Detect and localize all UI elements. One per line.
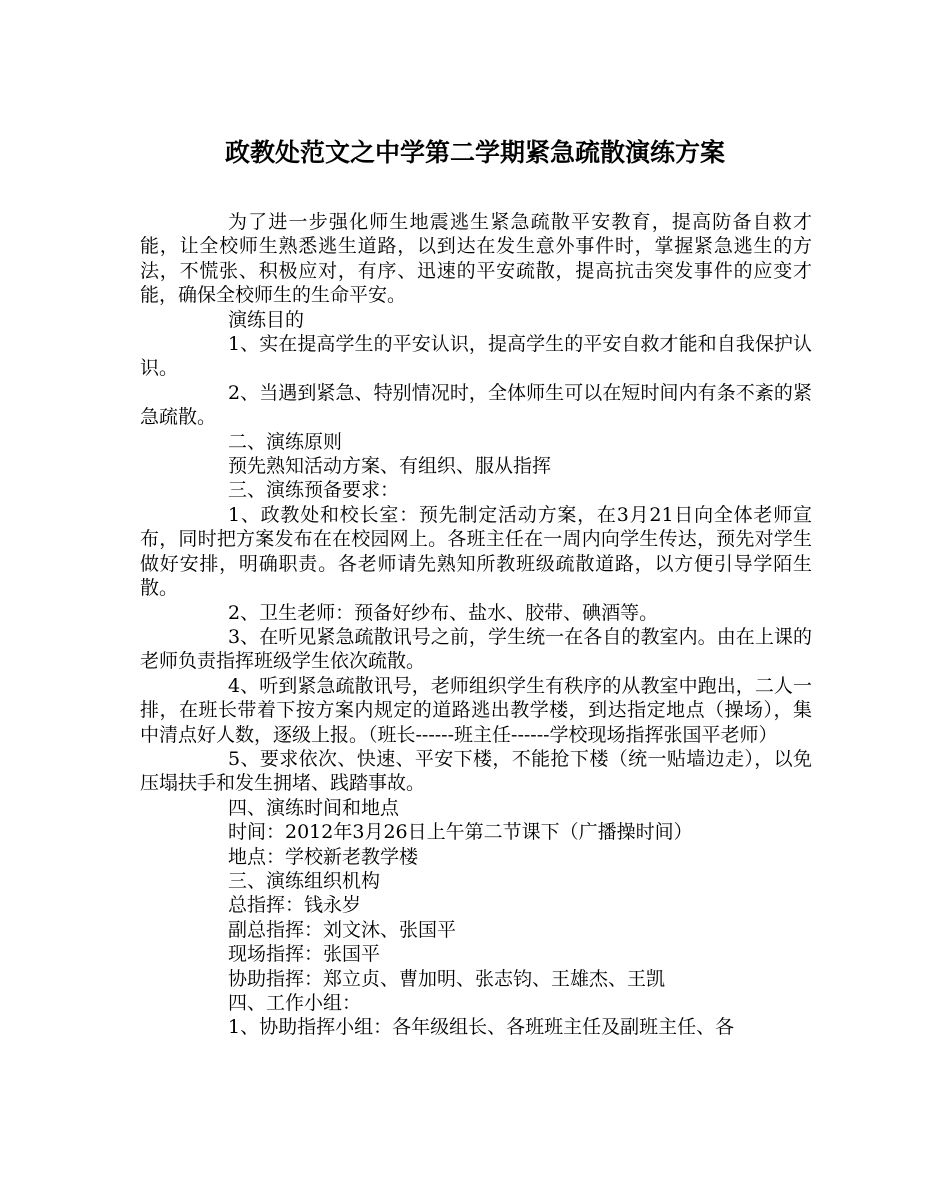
document-title: 政教处范文之中学第二学期紧急疏散演练方案: [224, 138, 725, 167]
paragraph-preparation-4: 4、听到紧急疏散讯号，老师组织学生有秩序的从教室中跑出，二人一排，在班长带着下按方案内规定的道路逃出教学楼，到达指定地点（操场），集中清点好人数，逐级上报。（班长------班主任------学校现场指挥张国平老师）: [140, 674, 812, 746]
heading-time-place: 四、演练时间和地点: [228, 796, 400, 819]
heading-work-groups: 四、工作小组：: [228, 992, 362, 1014]
paragraph-place: 地点：学校新老教学楼: [228, 845, 419, 868]
paragraph-preparation-5: 5、要求依次、快速、平安下楼，不能抢下楼（统一贴墙边走），以免压塌扶手和发生拥堵、践踏事故。: [140, 747, 812, 795]
paragraph-time: 时间：2012年3月26日上午第二节课下（广播操时间）: [228, 821, 693, 844]
paragraph-site-commander: 现场指挥：张国平: [228, 943, 381, 966]
paragraph-intro: 为了进一步强化师生地震逃生紧急疏散平安教育，提高防备自救才能，让全校师生熟悉逃生道路，以到达在发生意外事件时，掌握紧急逃生的方法，不慌张、积极应对，有序、迅速的平安疏散，提高抗击突发事件的应变才能，确保全校师生的生命平安。: [140, 211, 812, 307]
paragraph-assistant-commanders: 协助指挥：郑立贞、曹加明、张志钧、王雄杰、王凯: [228, 967, 666, 990]
paragraph-principles: 预先熟知活动方案、有组织、服从指挥: [228, 455, 552, 478]
paragraph-preparation-2: 2、卫生老师：预备好纱布、盐水、胶带、碘酒等。: [228, 601, 659, 624]
paragraph-deputy-commander: 副总指挥：刘文沐、张国平: [228, 918, 457, 941]
document-body: [140, 210, 812, 1040]
heading-purpose: 演练目的: [228, 308, 305, 331]
paragraph-purpose-2: 2、当遇到紧急、特别情况时，全体师生可以在短时间内有条不紊的紧急疏散。: [140, 381, 812, 429]
paragraph-work-group-1: 1、协助指挥小组：各年级组长、各班班主任及副班主任、各: [228, 1016, 735, 1039]
heading-organization: 三、演练组织机构: [228, 869, 381, 892]
paragraph-preparation-1: 1、政教处和校长室：预先制定活动方案，在3月21日向全体老师宣布，同时把方案发布在在校园网上。各班主任在一周内向学生传达，预先对学生做好安排，明确职责。各老师请先熟知所教班级疏散道路，以方便引导学陌生散。: [140, 503, 812, 600]
heading-preparation: 三、演练预备要求：: [228, 479, 400, 502]
heading-principles: 二、演练原则: [228, 430, 343, 453]
paragraph-preparation-3: 3、在听见紧急疏散讯号之前，学生统一在各自的教室内。由在上课的老师负责指挥班级学生依次疏散。: [140, 625, 812, 673]
paragraph-purpose-1: 1、实在提高学生的平安认识，提高学生的平安自救才能和自我保护认识。: [140, 333, 812, 380]
paragraph-commander: 总指挥：钱永岁: [228, 894, 362, 917]
